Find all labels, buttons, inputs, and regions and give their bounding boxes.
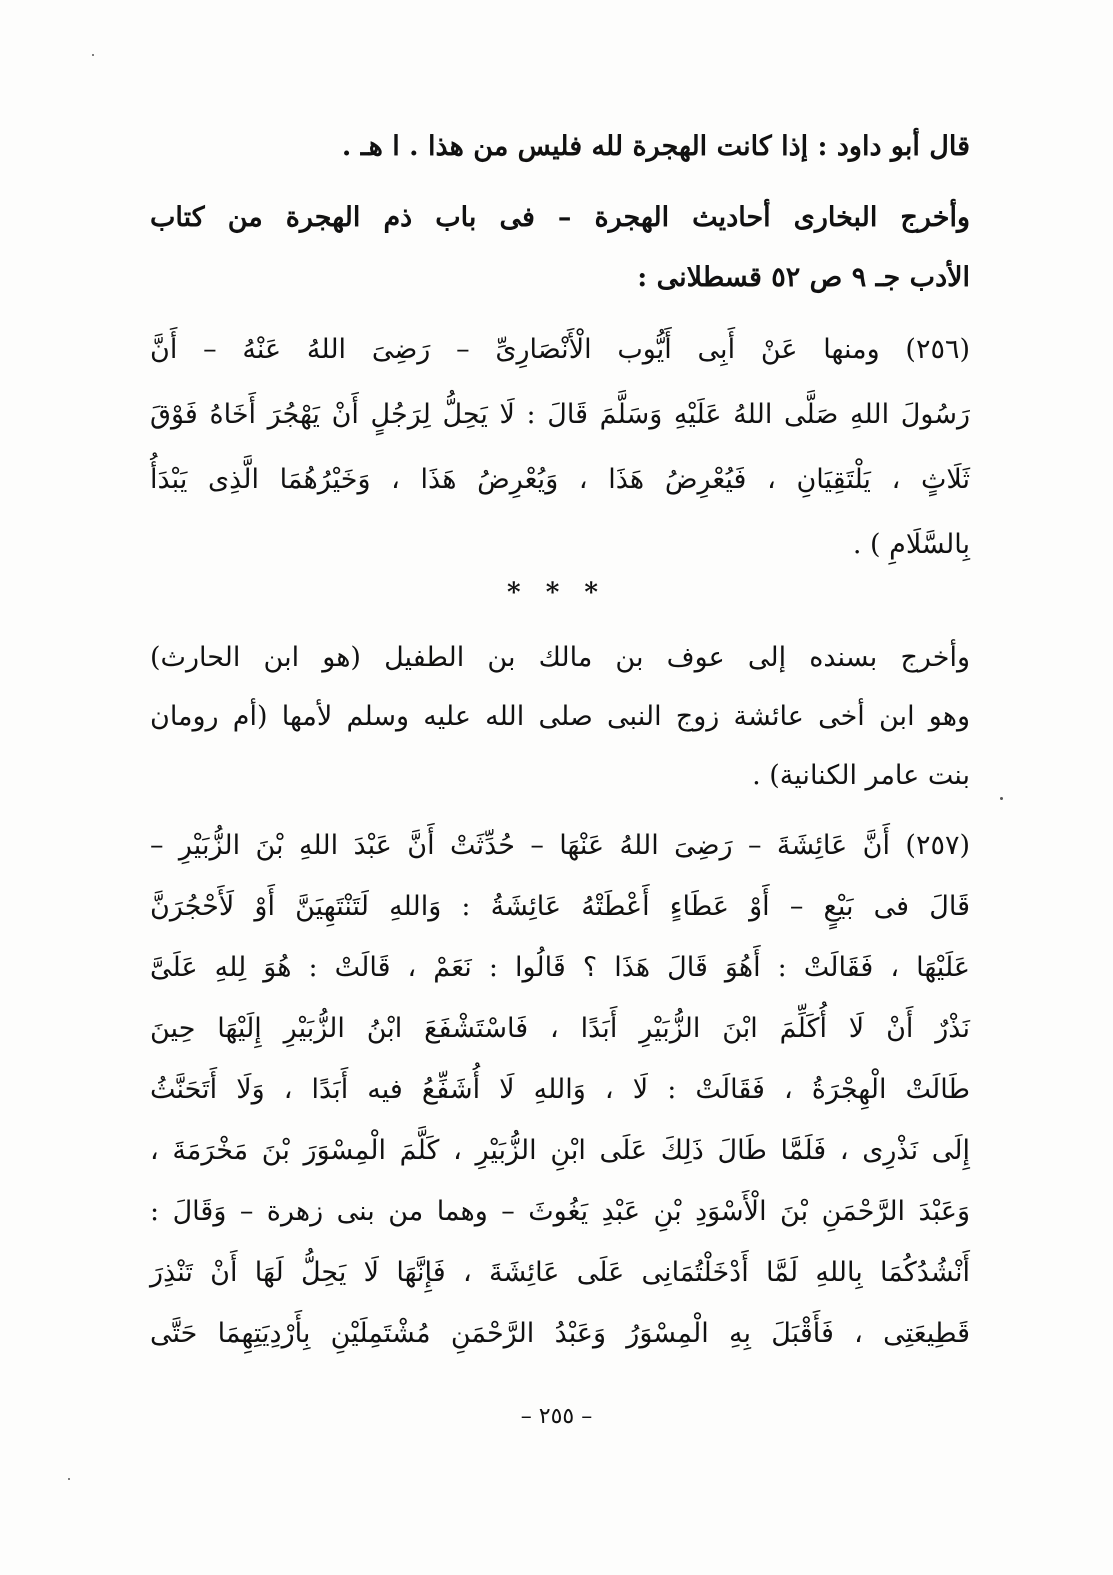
hadith-257-line-4: نَذْرٌ أَنْ لَا أُكَلِّمَ ابْنَ الزُّبَيْرِ أَبَدًا ، فَاسْتَشْفَعَ ابْنُ الزُّبَيْرِ إِلَيْهَا حِينَ	[150, 1013, 970, 1044]
page-number: – ٢٥٥ –	[520, 1404, 593, 1429]
hadith-257-line-6: إِلَى نَذْرِى ، فَلَمَّا طَالَ ذَلِكَ عَلَى ابْنِ الزُّبَيْرِ ، كَلَّمَ الْمِسْوَرَ بْنَ مَخْرَمَةَ ،	[150, 1135, 970, 1166]
scan-speck	[1000, 797, 1003, 800]
section-separator: * * *	[507, 578, 606, 608]
hadith-256-line-4: بِالسَّلَامِ ) .	[852, 529, 970, 560]
hadith-257-line-1: (٢٥٧) أَنَّ عَائِشَةَ – رَضِىَ اللهُ عَنْهَا – حُدِّثَتْ أَنَّ عَبْدَ اللهِ بْنَ الزُّبَيْرِ –	[150, 830, 970, 861]
scan-speck	[68, 1478, 70, 1480]
hadith-257-line-5: طَالَتْ الْهِجْرَةُ ، فَقَالَتْ : لَا ، وَاللهِ لَا أُشَفِّعُ فيه أَبَدًا ، وَلَا أَتَحَنَّثُ	[150, 1074, 970, 1105]
hadith-257-line-2: قَالَ فى بَيْعٍ – أَوْ عَطَاءٍ أَعْطَتْهُ عَائِشَةُ : وَاللهِ لَتَنْتَهِيَنَّ أَوْ لَأَحْجُرَنَّ	[150, 891, 970, 922]
hadith-257-line-9: قَطِيعَتِى ، فَأَقْبَلَ بِهِ الْمِسْوَرُ وَعَبْدُ الرَّحْمَنِ مُشْتَمِلَيْنِ بِأَرْدِيَتِهِمَا حَتَّى	[150, 1318, 970, 1349]
hadith-257-line-3: عَلَيْهَا ، فَقَالَتْ : أَهُوَ قَالَ هَذَا ؟ قَالُوا : نَعَمْ ، قَالَتْ : هُوَ لِلهِ عَلَىَّ	[150, 952, 970, 983]
hadith-257-line-7: وَعَبْدَ الرَّحْمَنِ بْنَ الْأَسْوَدِ بْنِ عَبْدِ يَغُوثَ – وهما من بنى زهرة – وَقَالَ :	[150, 1196, 970, 1227]
bukhari-intro-line-1: وأخرج البخارى أحاديث الهجرة – فى باب ذم الهجرة من كتاب	[150, 202, 970, 233]
awf-intro-line-3: بنت عامر الكنانية) .	[752, 760, 970, 791]
awf-intro-line-2: وهو ابن أخى عائشة زوج النبى صلى الله عليه وسلم لأمها (أم رومان	[150, 701, 970, 732]
scan-speck	[92, 54, 94, 56]
hadith-256-line-3: ثَلَاثٍ ، يَلْتَقِيَانِ ، فَيُعْرِضُ هَذَا ، وَيُعْرِضُ هَذَا ، وَخَيْرُهُمَا الَّذِى يَبْدَأُ	[150, 464, 970, 495]
bukhari-intro-line-2: الأدب جـ ٩ ص ٥٢ قسطلانى :	[637, 262, 970, 293]
hadith-257-line-8: أَنْشُدُكُمَا بِاللهِ لَمَّا أَدْخَلْتُمَانِى عَلَى عَائِشَةَ ، فَإِنَّهَا لَا يَحِلُّ لَهَا أَنْ تَنْذِرَ	[150, 1257, 970, 1288]
hadith-256-line-2: رَسُولَ اللهِ صَلَّى اللهُ عَلَيْهِ وَسَلَّمَ قَالَ : لَا يَحِلُّ لِرَجُلٍ أَنْ يَهْجُرَ أَخَاهُ فَوْقَ	[150, 399, 970, 430]
awf-intro-line-1: وأخرج بسنده إلى عوف بن مالك بن الطفيل (هو ابن الحارث)	[150, 642, 970, 673]
hadith-256-line-1: (٢٥٦) ومنها عَنْ أَبِى أَيُّوب الْأَنْصَارِىِّ – رَضِىَ اللهُ عَنْهُ – أَنَّ	[150, 334, 970, 365]
abu-dawud-note-line-1: قال أبو داود : إذا كانت الهجرة لله فليس من هذا . ا هـ .	[341, 131, 970, 162]
